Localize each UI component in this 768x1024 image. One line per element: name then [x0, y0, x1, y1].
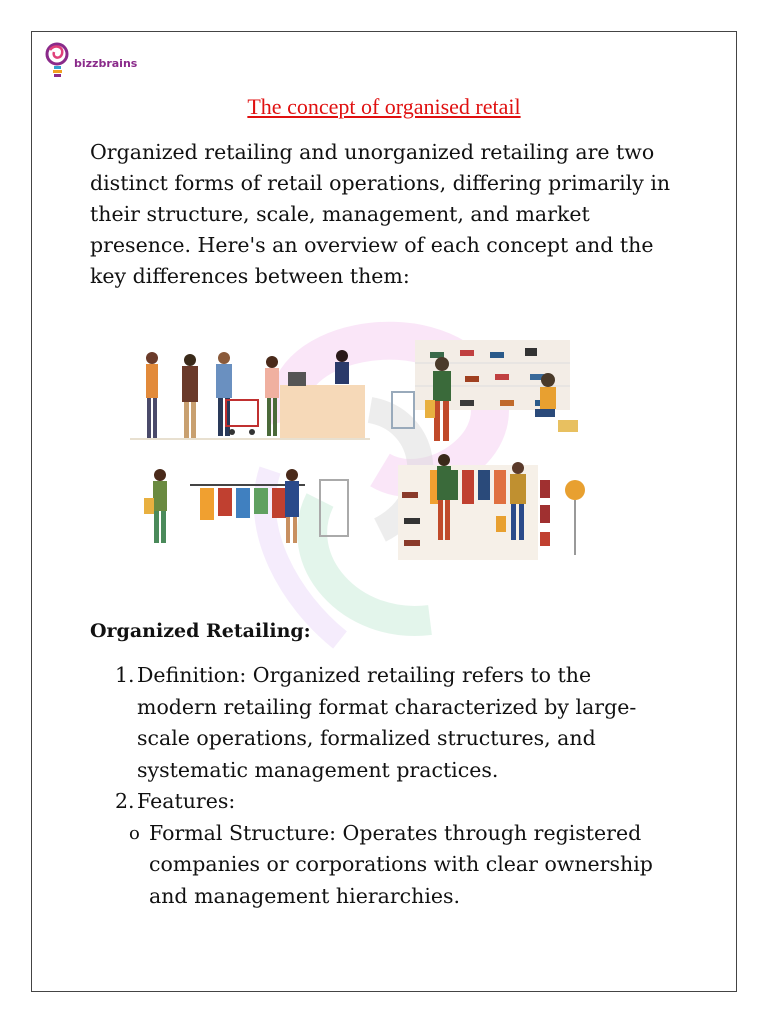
sub-list-item-text: Formal Structure: Operates through registered companies or corporations with clear ownership and management hierarchies. — [149, 820, 653, 908]
clothing-rack-scene — [144, 469, 348, 543]
list-item — [115, 786, 685, 818]
brand-logo — [44, 40, 137, 80]
sub-list-item — [115, 818, 685, 913]
checkout-counter-scene — [130, 350, 370, 440]
boutique-shopping-scene — [398, 454, 585, 560]
bullet-icon: o — [129, 822, 140, 844]
list-item — [115, 660, 685, 786]
brand-name: bizzbrains — [74, 56, 138, 70]
intro-paragraph: Organized retailing and unorganized retailing are two distinct forms of retail operations, differing primarily in their structure, scale, management, and market presence. Here's an overview of each concept and the key differences between them: — [90, 140, 671, 288]
bizzbrains-logo-icon — [44, 40, 72, 80]
organized-retailing-list — [115, 660, 685, 912]
list-number: 2. — [115, 789, 135, 813]
retail-illustration — [130, 340, 600, 580]
list-item-text: Definition: Organized retailing refers to the modern retailing format characterized by large-scale operations, formalized structures, and systematic management practices. — [137, 663, 637, 782]
shoe-store-scene — [392, 340, 578, 441]
section-heading: Organized Retailing: — [90, 620, 311, 642]
list-item-text: Features: — [137, 789, 236, 813]
list-number: 1. — [115, 663, 135, 687]
page-title: The concept of organised retail — [247, 94, 521, 119]
